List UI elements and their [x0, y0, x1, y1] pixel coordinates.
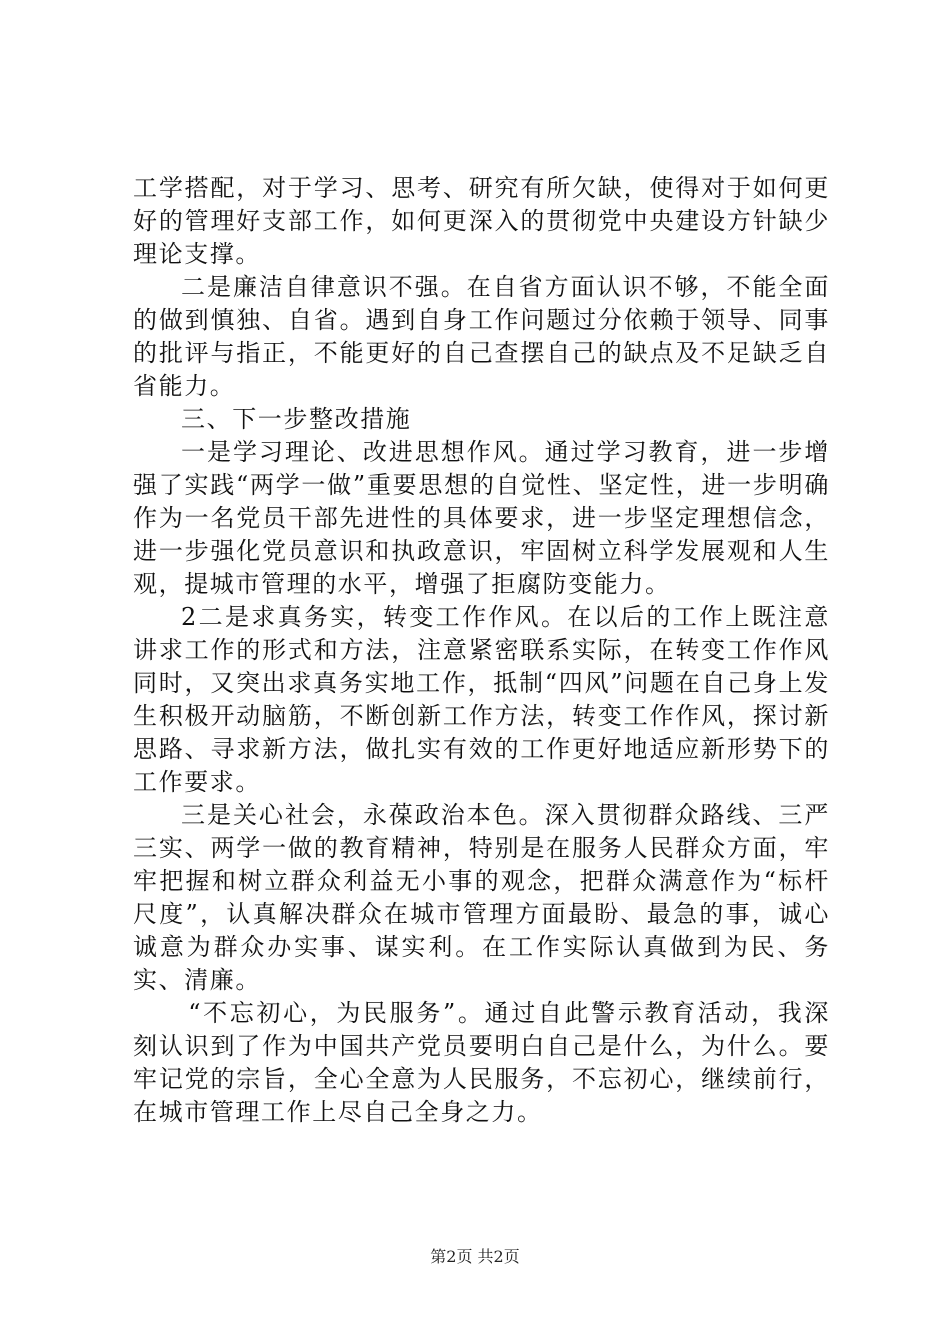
paragraph-1: 工学搭配，对于学习、思考、研究有所欠缺，使得对于如何更好的管理好支部工作，如何更深入的贯彻党中央建设方针缺少理论支撑。 — [133, 174, 830, 268]
paragraph-4: 2二是求真务实，转变工作作风。在以后的工作上既注意讲求工作的形式和方法，注意紧密联系实际，在转变工作作风同时，又突出求真务实地工作，抵制“四风”问题在自己身上发生积极开动脑筋，不断创新工作方法，转变工作作风，探讨新思路、寻求新方法，做扎实有效的工作更好地适应新形势下的工作要求。 — [133, 603, 830, 796]
paragraph-6: “不忘初心，为民服务”。通过自此警示教育活动，我深刻认识到了作为中国共产党员要明白自己是什么，为什么。要牢记党的宗旨，全心全意为人民服务，不忘初心，继续前行，在城市管理工作上尽自己全身之力。 — [133, 999, 830, 1126]
paragraph-2: 二是廉洁自律意识不强。在自省方面认识不够，不能全面的做到慎独、自省。遇到自身工作问题过分依赖于领导、同事的批评与指正，不能更好的自己查摆自己的缺点及不足缺乏自省能力。 — [133, 273, 830, 400]
paragraph-3: 一是学习理论、改进思想作风。通过学习教育，进一步增强了实践“两学一做”重要思想的自觉性、坚定性，进一步明确作为一名党员干部先进性的具体要求，进一步坚定理想信念，进一步强化党员意识和执政意识，牢固树立科学发展观和人生观，提城市管理的水平，增强了拒腐防变能力。 — [133, 438, 830, 598]
page-footer: 第2页 共2页 — [430, 1247, 520, 1266]
document-body — [133, 172, 830, 1129]
section-heading: 三、下一步整改措施 — [181, 405, 412, 433]
paragraph-5: 三是关心社会，永葆政治本色。深入贯彻群众路线、三严三实、两学一做的教育精神，特别是在服务人民群众方面，牢牢把握和树立群众利益无小事的观念，把群众满意作为“标杆尺度”，认真解决群众在城市管理方面最盼、最急的事，诚心诚意为群众办实事、谋实利。在工作实际认真做到为民、务实、清廉。 — [133, 801, 830, 994]
